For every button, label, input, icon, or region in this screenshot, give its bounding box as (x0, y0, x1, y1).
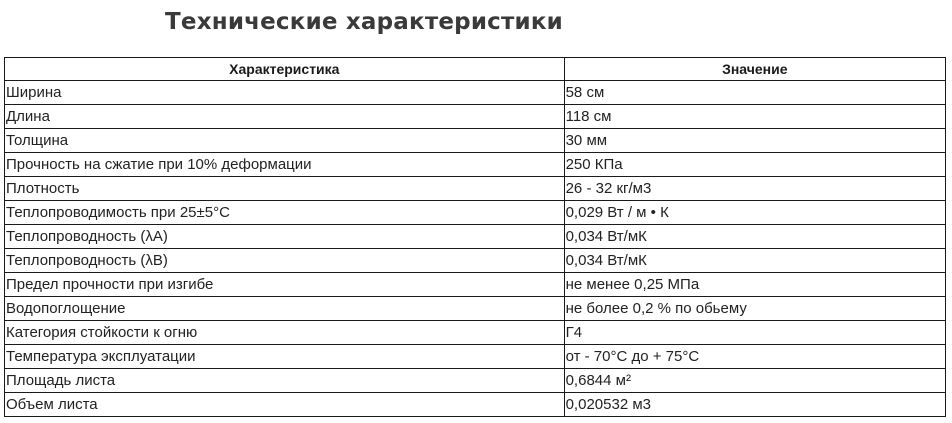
row-value: не более 0,2 % по обьему (564, 297, 945, 321)
row-name: Категория стойкости к огню (5, 321, 565, 345)
row-name: Прочность на сжатие при 10% деформации (5, 153, 565, 177)
row-value: 0,034 Вт/мК (564, 249, 945, 273)
page-title: Технические характеристики (165, 9, 563, 35)
table-row (5, 225, 946, 249)
row-name: Длина (5, 105, 565, 129)
row-name: Теплопроводимость при 25±5°С (5, 201, 565, 225)
header-characteristic: Характеристика (5, 58, 565, 81)
table-row (5, 129, 946, 153)
table-row (5, 153, 946, 177)
table-row (5, 273, 946, 297)
table-row (5, 321, 946, 345)
specs-table (4, 57, 946, 417)
row-value: 0,6844 м² (564, 369, 945, 393)
row-name: Предел прочности при изгибе (5, 273, 565, 297)
row-value: 250 КПа (564, 153, 945, 177)
header-value: Значение (564, 58, 945, 81)
table-row (5, 393, 946, 417)
table-row (5, 369, 946, 393)
specs-table-header (5, 58, 946, 81)
row-value: 58 см (564, 81, 945, 105)
row-value: 0,034 Вт/мК (564, 225, 945, 249)
row-name: Толщина (5, 129, 565, 153)
specs-table-body (5, 81, 946, 417)
row-name: Температура эксплуатации (5, 345, 565, 369)
table-row (5, 177, 946, 201)
row-value: от - 70°С до + 75°С (564, 345, 945, 369)
row-name: Водопоглощение (5, 297, 565, 321)
row-name: Плотность (5, 177, 565, 201)
row-value: 30 мм (564, 129, 945, 153)
table-row (5, 297, 946, 321)
row-value: 26 - 32 кг/м3 (564, 177, 945, 201)
row-name: Теплопроводность (λВ) (5, 249, 565, 273)
row-value: 0,029 Вт / м • К (564, 201, 945, 225)
row-name: Теплопроводность (λА) (5, 225, 565, 249)
row-name: Площадь листа (5, 369, 565, 393)
table-row (5, 105, 946, 129)
row-value: не менее 0,25 МПа (564, 273, 945, 297)
row-value: Г4 (564, 321, 945, 345)
row-value: 0,020532 м3 (564, 393, 945, 417)
table-row (5, 81, 946, 105)
table-row (5, 201, 946, 225)
row-name: Ширина (5, 81, 565, 105)
row-name: Объем листа (5, 393, 565, 417)
row-value: 118 см (564, 105, 945, 129)
table-row (5, 249, 946, 273)
table-row (5, 345, 946, 369)
header-row (5, 58, 946, 81)
